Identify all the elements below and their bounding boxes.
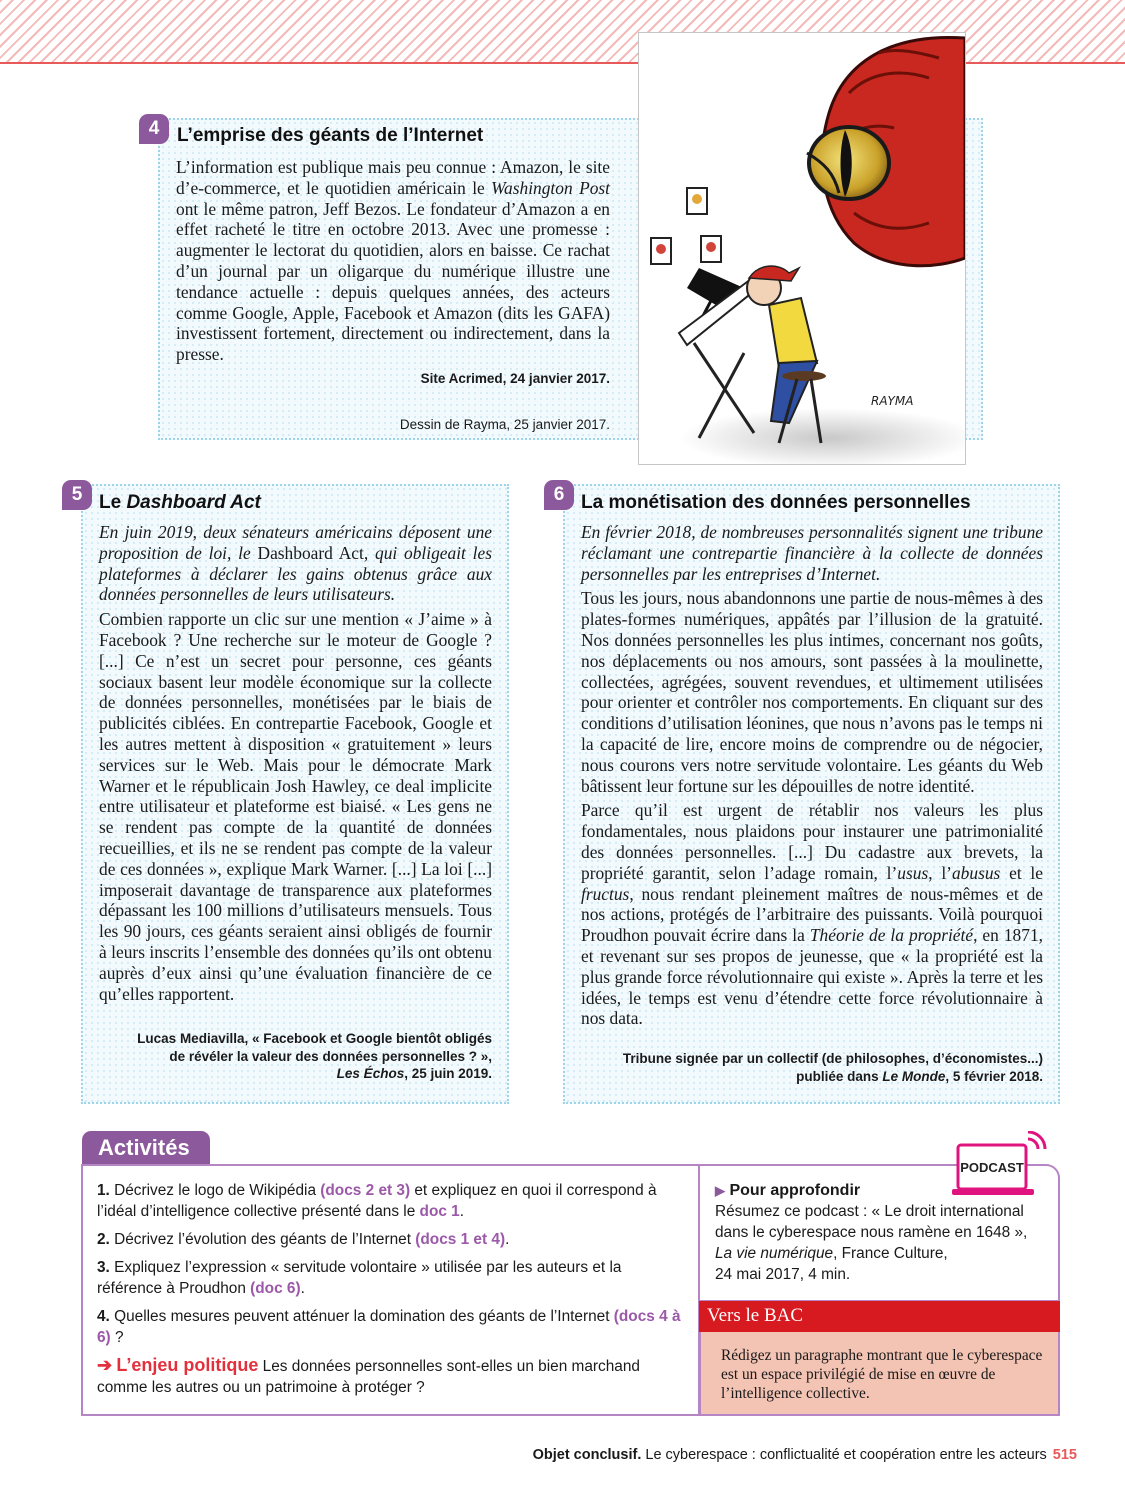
doc5-intro: En juin 2019, deux sénateurs américains déposent une proposition de loi, le Dashboard Act, qui obligeait les plateformes à déclarer les gains obtenus grâce aux données personnelles de leurs utilisateurs. <box>99 522 492 605</box>
doc5-title: Le Dashboard Act <box>99 492 261 513</box>
play-triangle-icon: ▶ <box>715 1183 725 1198</box>
cartoonist-mini-dragon <box>749 266 799 281</box>
doc4-source: Site Acrimed, 24 janvier 2017. <box>420 371 610 386</box>
cartoon-signature: RAYMA <box>871 394 914 408</box>
arrow-right-icon: ➔ <box>97 1355 113 1375</box>
page-footer: Objet conclusif. Le cyberespace : conflictualité et coopération entre les acteurs 515 <box>532 1447 1077 1463</box>
stool-seat <box>782 371 826 381</box>
question-3: 3. Expliquez l’expression « servitude volontaire » utilisée par les auteurs et la référence à Proudhon (doc 6). <box>97 1259 622 1297</box>
bac-body: Rédigez un paragraphe montrant que le cyberespace est un espace privilégié de mise en œuvre de l’intelligence collective. <box>699 1332 1060 1416</box>
doc4-title: L’emprise des géants de l’Internet <box>177 125 484 146</box>
cartoon-drawing <box>639 33 965 464</box>
doc6-paragraph-1: Tous les jours, nous abandonnons une partie de nous-mêmes à des plates-formes numériques, appâtés par l’illusion de la gratuité. Nos données personnelles les plus intimes, concernant nos goûts, nos déplacements ou nos amours, sont passées à la moulinette, collectées, agrégées, souvent revendues, et ultimement utilisées pour orienter et contrôler nos comportements. En cliquant sur des conditions d’utilisation léonines, que nous n’avons pas le temps ni la capacité de lire, encore moins de comprendre ou de négocier, nous courons vers notre servitude volontaire. Les géants du Web bâtissent leur fortune sur les dépouilles de notre identité. <box>581 588 1043 796</box>
doc6-number-badge: 6 <box>544 480 574 510</box>
podcast-title: ▶ Pour approfondir <box>715 1182 861 1199</box>
activites-tab: Activités <box>82 1131 210 1165</box>
doc6-text <box>581 522 1043 1033</box>
question-1: 1. Décrivez le logo de Wikipédia (docs 2 et 3) et expliquez en quoi il correspond à l’idéal d’intelligence collective présenté dans le doc 1. <box>97 1182 657 1220</box>
bac-heading: Vers le BAC <box>699 1301 1060 1332</box>
doc6-title: La monétisation des données personnelles <box>581 492 971 513</box>
activites-list <box>97 1180 687 1405</box>
doc6-paragraph-2: Parce qu’il est urgent de rétablir nos valeurs les plus fondamentales, nous plaidons pour instaurer une patrimonialité des données personnelles. [...] Du cadastre aux brevets, la propriété garantit, selon l’adage romain, l’usus, l’abusus et le fructus, nous rendant pleinement maîtres de nous-mêmes et de nos actions, protégés de l’arbitraire des puissants. Voilà pourquoi Proudhon pouvait écrire dans la Théorie de la propriété, en 1871, et revenant sur ses propos de jeunesse, que « la propriété est la plus grande force révolutionnaire qui existe ». Après la terre et les idées, le temps est venu d’étendre cette force révolutionnaire à nos data. <box>581 800 1043 1029</box>
photo-1-figure <box>692 194 702 204</box>
question-4: 4. Quelles mesures peuvent atténuer la domination des géants de l’Internet (docs 4 à 6) ? <box>97 1308 681 1346</box>
doc4-body: L’information est publique mais peu connue : Amazon, le site d’e-commerce, et le quotidien américain le Washington Post ont le même patron, Jeff Bezos. Le fondateur d’Amazon a en effet racheté le titre en octobre 2013. Avec une promesse : augmenter le lectorat du quotidien, alors en baisse. Ce rachat d’un journal par un oligarque du numérique illustre une tendance actuelle : depuis quelques années, des acteurs comme Google, Apple, Facebook et Amazon (dits les GAFA) investissent fortement, directement ou indirectement, dans la presse. <box>176 157 610 365</box>
cartoonist-shirt <box>769 298 817 368</box>
floor-shadow <box>679 408 965 464</box>
photo-2-figure <box>656 244 666 254</box>
doc5-body: Combien rapporte un clic sur une mention « J’aime » à Facebook ? Une recherche sur le moteur de Google ? [...] Ce n’est un secret pour personne, ces géants sociaux basent leur modèle économique sur la collecte de données personnelles, monétisées par le biais de publicités ciblées. En contrepartie Facebook, Google et les autres mettent à disposition « gratuitement » leurs services sur le Web. Mais pour le démocrate Mark Warner et le républicain Josh Hawley, ce deal implicite entre utilisateur et plateforme est biaisé. « Les gens ne se rendent pas compte de la quantité de données recueillies, et ils ne se rendent pas compte de la valeur de ces données », explique Mark Warner. [...] La loi [...] imposerait davantage de transparence aux plateformes dépassant les 100 millions d’utilisateurs mensuels. Tous les 90 jours, ces géants seraient ainsi obligés de fournir à leurs inscrits l’ensemble des données qu’ils ont obtenu auprès d’eux ainsi qu’une évaluation financière de ce qu’elles rapportent. <box>99 609 492 1004</box>
doc6-intro: En février 2018, de nombreuses personnalités signent une tribune réclamant une contrepartie financière à la collecte de données personnelles par les entreprises d’Internet. <box>581 522 1043 584</box>
doc5-number-badge: 5 <box>62 480 92 510</box>
question-2: 2. Décrivez l’évolution des géants de l’Internet (docs 1 et 4). <box>97 1231 510 1248</box>
podcast-text: ▶ Pour approfondir Résumez ce podcast : « Le droit international dans le cyberespace nous ramène en 1648 », La vie numérique, France Culture, 24 mai 2017, 4 min. <box>715 1180 1050 1285</box>
doc4-number-badge: 4 <box>139 114 169 144</box>
cartoon-caption: Dessin de Rayma, 25 janvier 2017. <box>399 417 610 432</box>
podcast-badge-label: PODCAST <box>960 1160 1024 1175</box>
doc5-text <box>99 522 492 1008</box>
doc6-source: Tribune signée par un collectif (de philosophes, d’économistes...) publiée dans Le Monde, 5 février 2018. <box>622 1051 1043 1084</box>
enjeu-politique: ➔ L’enjeu politique Les données personnelles sont-elles un bien marchand comme les autres ou un patrimoine à protéger ? <box>97 1355 640 1396</box>
doc5-source: Lucas Mediavilla, « Facebook et Google bientôt obligés de révéler la valeur des données personnelles ? », Les Échos, 25 juin 2019. <box>137 1031 492 1081</box>
podcast-desc: Résumez ce podcast : « Le droit international dans le cyberespace nous ramène en 1648 », <box>715 1203 1028 1241</box>
photo-3-figure <box>706 242 716 252</box>
page-number: 515 <box>1052 1447 1077 1463</box>
rayma-cartoon <box>638 32 966 465</box>
